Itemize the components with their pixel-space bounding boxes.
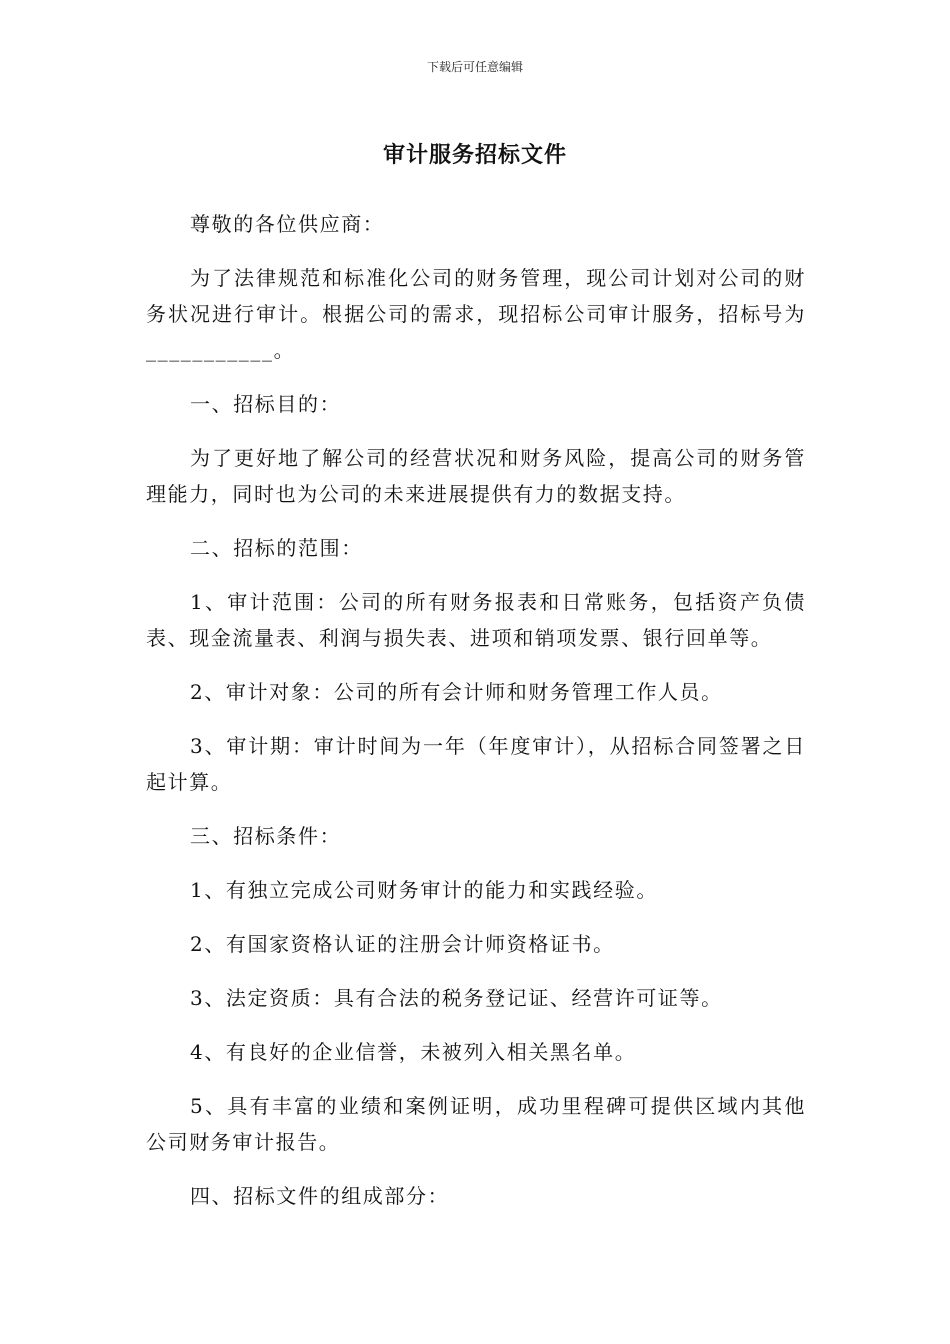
condition-item-5: 5、具有丰富的业绩和案例证明，成功里程碑可提供区域内其他公司财务审计报告。 [146, 1094, 806, 1154]
document-body [146, 206, 806, 1232]
condition-item-1: 1、有独立完成公司财务审计的能力和实践经验。 [190, 878, 658, 902]
condition-item-2: 2、有国家资格认证的注册会计师资格证书。 [190, 932, 615, 956]
scope-item-1: 1、审计范围：公司的所有财务报表和日常账务，包括资产负债表、现金流量表、利润与损失表、进项和销项发票、银行回单等。 [146, 590, 806, 650]
section-heading-components: 四、招标文件的组成部分： [190, 1184, 450, 1208]
document-title: 审计服务招标文件 [382, 143, 567, 168]
purpose-paragraph: 为了更好地了解公司的经营状况和财务风险，提高公司的财务管理能力，同时也为公司的未来进展提供有力的数据支持。 [146, 446, 806, 506]
condition-item-3: 3、法定资质：具有合法的税务登记证、经营许可证等。 [190, 986, 723, 1010]
intro-paragraph: 为了法律规范和标准化公司的财务管理，现公司计划对公司的财务状况进行审计。根据公司的需求，现招标公司审计服务，招标号为___________。 [146, 266, 806, 362]
section-heading-conditions: 三、招标条件： [190, 824, 342, 848]
section-heading-scope: 二、招标的范围： [190, 536, 363, 560]
section-heading-purpose: 一、招标目的： [190, 392, 342, 416]
header-note: 下载后可任意编辑 [426, 60, 523, 74]
scope-item-2: 2、审计对象：公司的所有会计师和财务管理工作人员。 [190, 680, 723, 704]
salutation: 尊敬的各位供应商： [190, 212, 385, 236]
scope-item-3: 3、审计期：审计时间为一年（年度审计），从招标合同签署之日起计算。 [146, 734, 806, 794]
condition-item-4: 4、有良好的企业信誉，未被列入相关黑名单。 [190, 1040, 637, 1064]
